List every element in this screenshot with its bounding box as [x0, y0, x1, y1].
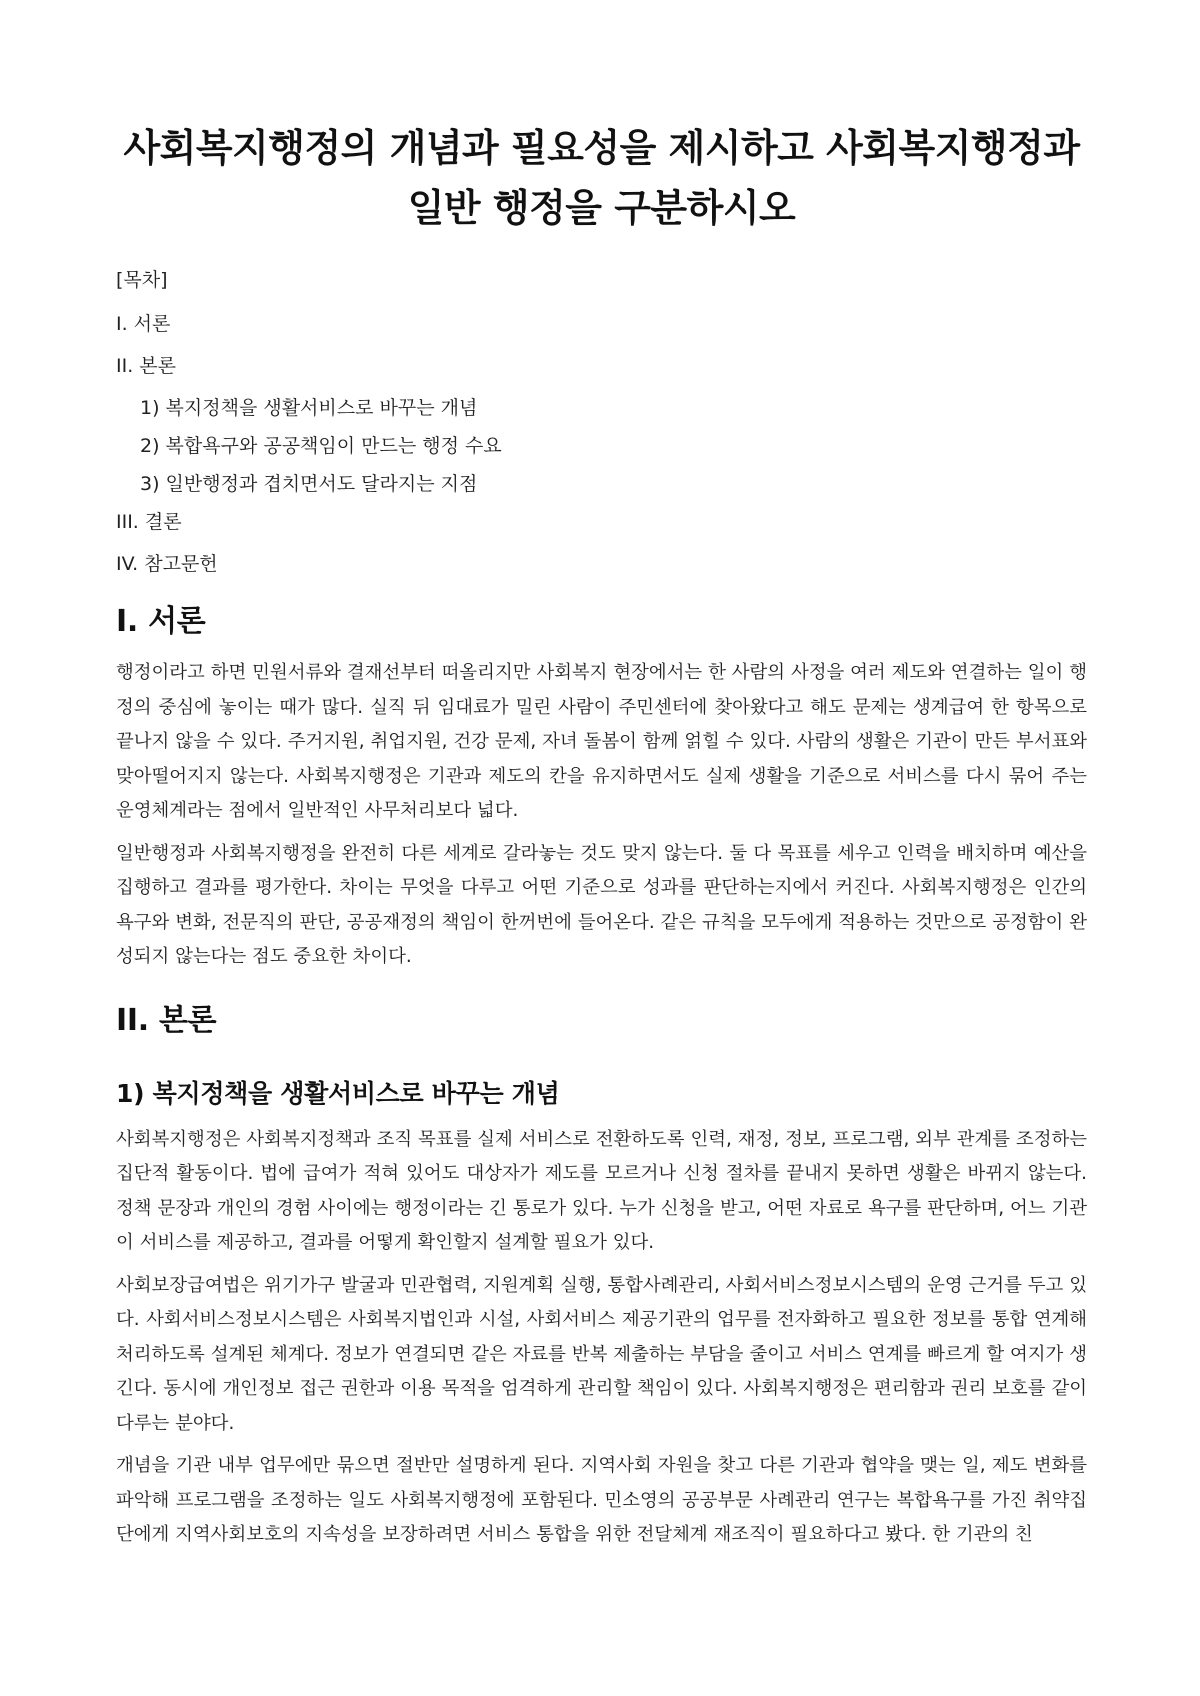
spacer	[116, 1055, 1087, 1077]
toc-item-body-1: 1) 복지정책을 생활서비스로 바꾸는 개념	[140, 397, 478, 419]
toc-item-body-2: 2) 복합욕구와 공공책임이 만드는 행정 수요	[140, 435, 502, 457]
table-of-contents	[116, 268, 1087, 576]
section-heading-main: II. 본론	[116, 1002, 217, 1038]
toc-item-body-3: 3) 일반행정과 겹치면서도 달라지는 지점	[140, 473, 478, 495]
section-heading-intro: I. 서론	[116, 604, 206, 639]
document-title: 사회복지행정의 개념과 필요성을 제시하고 사회복지행정과 일반 행정을 구분하시오	[123, 126, 1080, 230]
subsection-heading-1: 1) 복지정책을 생활서비스로 바꾸는 개념	[116, 1078, 560, 1108]
toc-item-conclusion: III. 결론	[116, 511, 182, 533]
section-intro	[116, 602, 1087, 975]
intro-paragraph-1: 행정이라고 하면 민원서류와 결재선부터 떠올리지만 사회복지 현장에서는 한 사람의 사정을 여러 제도와 연결하는 일이 행정의 중심에 놓이는 때가 많다. 실직 뒤 임대료가 밀린 사람이 주민센터에 찾아왔다고 해도 문제는 생계급여 한 항목으로 끝나지 않을 수 있다. 주거지원, 취업지원, 건강 문제, 자녀 돌봄이 함께 얽힐 수 있다. 사람의 생활은 기관이 만든 부서표와 맞아떨어지지 않는다. 사회복지행정은 기관과 제도의 칸을 유지하면서도 실제 생활을 기준으로 서비스를 다시 묶어 주는 운영체계라는 점에서 일반적인 사무처리보다 넓다.	[116, 662, 1087, 821]
toc-item-references: IV. 참고문헌	[116, 553, 218, 575]
main-paragraph-3: 개념을 기관 내부 업무에만 묶으면 절반만 설명하게 된다. 지역사회 자원을 찾고 다른 기관과 협약을 맺는 일, 제도 변화를 파악해 프로그램을 조정하는 일도 사회복지행정에 포함된다. 민소영의 공공부문 사례관리 연구는 복합욕구를 가진 취약집단에게 지역사회보호의 지속성을 보장하려면 서비스 통합을 위한 전달체계 재조직이 필요하다고 봤다. 한 기관의 친	[116, 1455, 1087, 1545]
toc-item-intro: I. 서론	[116, 313, 171, 335]
section-main	[116, 1001, 1087, 1553]
main-paragraph-1: 사회복지행정은 사회복지정책과 조직 목표를 실제 서비스로 전환하도록 인력, 재정, 정보, 프로그램, 외부 관계를 조정하는 집단적 활동이다. 법에 급여가 적혀 있어도 대상자가 제도를 모르거나 신청 절차를 끝내지 못하면 생활은 바뀌지 않는다. 정책 문장과 개인의 경험 사이에는 행정이라는 긴 통로가 있다. 누가 신청을 받고, 어떤 자료로 욕구를 판단하며, 어느 기관이 서비스를 제공하고, 결과를 어떻게 확인할지 설계할 필요가 있다.	[116, 1128, 1087, 1253]
spacer	[116, 983, 1087, 1001]
toc-heading: [목차]	[116, 269, 168, 291]
toc-item-body: II. 본론	[116, 355, 176, 377]
intro-paragraph-2: 일반행정과 사회복지행정을 완전히 다른 세계로 갈라놓는 것도 맞지 않는다. 둘 다 목표를 세우고 인력을 배치하며 예산을 집행하고 결과를 평가한다. 차이는 무엇을 다루고 어떤 기준으로 성과를 판단하는지에서 커진다. 사회복지행정은 인간의 욕구와 변화, 전문직의 판단, 공공재정의 책임이 한꺼번에 들어온다. 같은 규칙을 모두에게 적용하는 것만으로 공정함이 완성되지 않는다는 점도 중요한 차이다.	[116, 842, 1087, 967]
main-paragraph-2: 사회보장급여법은 위기가구 발굴과 민관협력, 지원계획 실행, 통합사례관리, 사회서비스정보시스템의 운영 근거를 두고 있다. 사회서비스정보시스템은 사회복지법인과 시설, 사회서비스 제공기관의 업무를 전자화하고 필요한 정보를 통합 연계해 처리하도록 설계된 체계다. 정보가 연결되면 같은 자료를 반복 제출하는 부담을 줄이고 서비스 연계를 빠르게 할 여지가 생긴다. 동시에 개인정보 접근 권한과 이용 목적을 엄격하게 관리할 책임이 있다. 사회복지행정은 편리함과 권리 보호를 같이 다루는 분야다.	[116, 1274, 1087, 1434]
